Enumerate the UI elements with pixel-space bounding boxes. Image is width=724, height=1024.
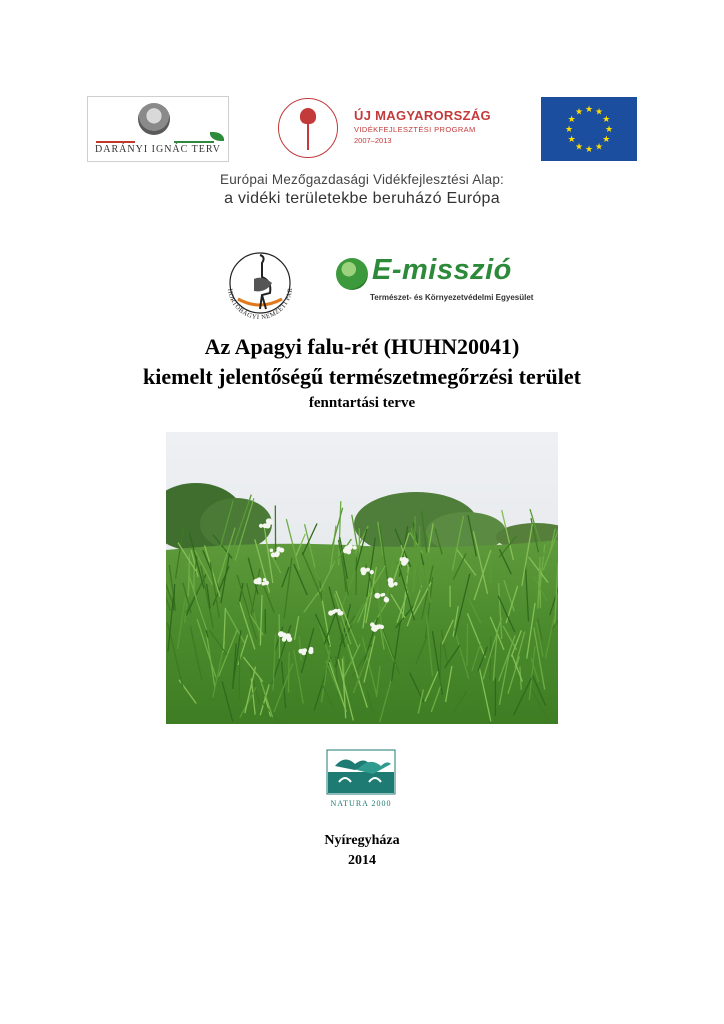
- natura-text: NATURA 2000: [330, 799, 392, 808]
- eu-star-icon: ★: [602, 134, 611, 144]
- eu-star-icon: ★: [604, 124, 614, 134]
- natura-birds-icon: [325, 748, 397, 810]
- eu-star-icon: ★: [602, 114, 611, 124]
- meadow-photo: [166, 432, 558, 724]
- e-misszio-name: E-misszió: [372, 254, 512, 286]
- hnp-logo-text: HORTOBÁGYI NEMZETI PAR: [225, 287, 295, 321]
- title-line-3: fenntartási terve: [308, 395, 416, 411]
- daranyi-ignac-terv-logo: [87, 96, 229, 162]
- tricolor-stripe: [96, 141, 214, 143]
- hortobagyi-nemzeti-park-logo: [218, 247, 302, 321]
- fund-line-1: Európai Mezőgazdasági Vidékfejlesztési Alap:: [220, 172, 504, 187]
- eu-star-icon: ★: [567, 134, 576, 144]
- ujm-years: 2007–2013: [354, 136, 392, 145]
- rose-stem: [307, 124, 309, 150]
- city: Nyíregyháza: [324, 833, 400, 848]
- eu-star-icon: ★: [594, 141, 604, 152]
- eu-star-icon: ★: [584, 104, 594, 114]
- e-misszio-subtitle: Természet- és Környezetvédelmi Egyesület: [370, 293, 534, 302]
- crane-icon: [218, 247, 302, 321]
- leaf-icon: [210, 132, 224, 141]
- title-line-2: kiemelt jelentőségű természetmegőrzési terület: [143, 364, 581, 389]
- year: 2014: [348, 853, 376, 868]
- globe-leaf-icon: [336, 258, 368, 290]
- ujm-title: ÚJ MAGYARORSZÁG: [354, 108, 491, 123]
- e-misszio-logo: [336, 256, 536, 306]
- daranyi-logo-text: DARÁNYI IGNÁC TERV: [95, 144, 221, 155]
- eu-stars: [541, 97, 637, 161]
- uj-magyarorszag-logo: [278, 96, 498, 160]
- portrait-icon: [138, 103, 170, 135]
- natura-2000-logo: [325, 748, 397, 810]
- title-line-1: Az Apagyi falu-rét (HUHN20041): [204, 334, 520, 359]
- eu-star-icon: ★: [574, 141, 584, 152]
- rose-icon: [300, 108, 316, 124]
- eu-star-icon: ★: [574, 106, 584, 117]
- eu-flag-icon: [541, 97, 637, 161]
- eu-star-icon: ★: [594, 106, 604, 117]
- eu-star-icon: ★: [564, 124, 574, 134]
- ujm-subtitle: VIDÉKFEJLESZTÉSI PROGRAM: [354, 125, 476, 134]
- eu-star-icon: ★: [567, 114, 576, 124]
- eu-star-icon: ★: [584, 144, 594, 154]
- fund-line-2: a vidéki területekbe beruházó Európa: [224, 190, 500, 207]
